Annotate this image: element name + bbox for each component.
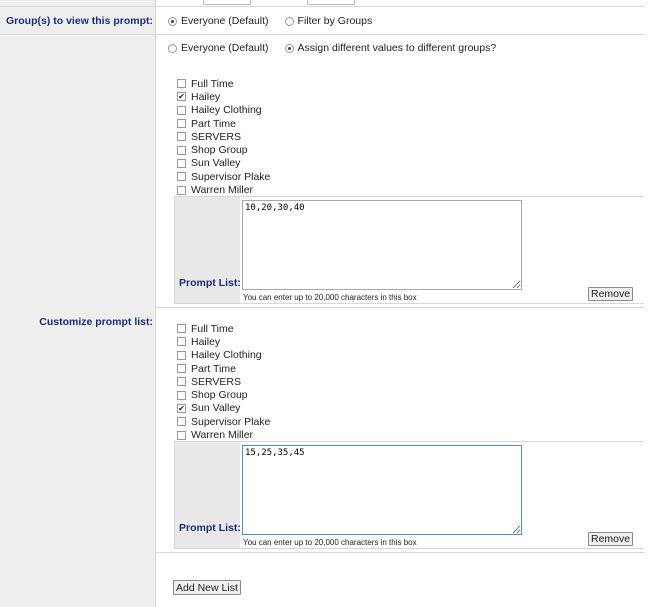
group-option[interactable] xyxy=(177,415,270,428)
remove-button[interactable]: Remove xyxy=(588,287,633,301)
previous-row-field-a[interactable] xyxy=(203,0,251,5)
group-option[interactable] xyxy=(177,104,270,117)
prompt-list-hint: You can enter up to 20,000 characters in this box xyxy=(243,293,417,302)
group-option[interactable] xyxy=(177,349,270,362)
customize-prompt-list-label: Customize prompt list: xyxy=(39,316,153,328)
checkbox[interactable] xyxy=(177,172,186,181)
row-divider xyxy=(0,34,645,35)
prompt-list-panel xyxy=(174,196,644,304)
group-option[interactable] xyxy=(177,388,270,401)
group-option[interactable] xyxy=(177,375,270,388)
group-label: Warren Miller xyxy=(191,184,254,197)
prompt-list-label: Prompt List: xyxy=(179,277,241,289)
group-option[interactable] xyxy=(177,322,270,335)
checkbox[interactable] xyxy=(177,106,186,115)
group-label: Part Time xyxy=(191,362,236,375)
group-option[interactable] xyxy=(177,402,270,415)
view-everyone-label[interactable]: Everyone (Default) xyxy=(181,15,269,27)
assign-different-radio[interactable] xyxy=(285,44,294,53)
group-label: Hailey xyxy=(191,335,221,348)
group-label: Shop Group xyxy=(191,144,248,157)
group-label: Supervisor Plake xyxy=(191,170,271,183)
group-label: Full Time xyxy=(191,77,234,90)
group-label: Hailey xyxy=(191,90,221,103)
list-divider xyxy=(155,552,645,553)
checkbox[interactable] xyxy=(177,146,186,155)
checkbox-checked[interactable]: ✔ xyxy=(178,403,185,413)
checkbox[interactable] xyxy=(177,337,186,346)
assign-everyone-radio[interactable] xyxy=(168,44,177,53)
group-option[interactable] xyxy=(177,362,270,375)
list-divider xyxy=(155,307,645,308)
group-option[interactable] xyxy=(177,130,270,143)
group-option[interactable] xyxy=(177,183,270,196)
row-divider xyxy=(0,6,645,7)
group-label: Shop Group xyxy=(191,389,248,402)
checkbox[interactable] xyxy=(177,132,186,141)
group-label: Warren Miller xyxy=(191,429,254,442)
group-checklist xyxy=(177,322,270,442)
group-label: Full Time xyxy=(191,322,234,335)
checkbox[interactable] xyxy=(177,391,186,400)
view-filter-radio[interactable] xyxy=(285,17,294,26)
assign-different-label[interactable]: Assign different values to different groups? xyxy=(297,42,497,54)
group-label: Part Time xyxy=(191,117,236,130)
checkbox[interactable] xyxy=(177,417,186,426)
group-label: Sun Valley xyxy=(191,157,241,170)
label-column xyxy=(0,0,156,607)
prompt-list-textarea[interactable] xyxy=(242,445,522,535)
checkbox[interactable] xyxy=(177,364,186,373)
group-option[interactable] xyxy=(177,428,270,441)
add-new-list-button[interactable]: Add New List xyxy=(173,580,241,595)
group-option[interactable] xyxy=(177,77,270,90)
group-option[interactable] xyxy=(177,170,270,183)
group-label: Hailey Clothing xyxy=(191,104,262,117)
group-label: Sun Valley xyxy=(191,402,241,415)
checkbox[interactable] xyxy=(177,119,186,128)
group-label: SERVERS xyxy=(191,375,241,388)
group-option[interactable] xyxy=(177,335,270,348)
view-prompt-label: Group(s) to view this prompt: xyxy=(6,15,153,27)
view-filter-label[interactable]: Filter by Groups xyxy=(297,15,373,27)
prompt-list-label: Prompt List: xyxy=(179,522,241,534)
view-everyone-radio[interactable] xyxy=(168,17,177,26)
remove-button[interactable]: Remove xyxy=(588,532,633,546)
checkbox[interactable] xyxy=(177,431,186,440)
previous-row-field-b[interactable] xyxy=(307,0,355,5)
checkbox[interactable] xyxy=(177,79,186,88)
group-option[interactable] xyxy=(177,157,270,170)
group-label: Supervisor Plake xyxy=(191,415,271,428)
group-option[interactable] xyxy=(177,117,270,130)
checkbox[interactable] xyxy=(177,351,186,360)
checkbox[interactable] xyxy=(177,159,186,168)
prompt-list-panel xyxy=(174,441,644,549)
group-checklist xyxy=(177,77,270,197)
checkbox[interactable] xyxy=(177,324,186,333)
checkbox[interactable] xyxy=(177,186,186,195)
checkbox[interactable] xyxy=(177,377,186,386)
prompt-list-textarea[interactable] xyxy=(242,200,522,290)
group-option[interactable] xyxy=(177,90,270,103)
group-option[interactable] xyxy=(177,143,270,156)
prompt-list-hint: You can enter up to 20,000 characters in this box xyxy=(243,538,417,547)
assign-mode-options xyxy=(168,42,508,54)
view-prompt-options xyxy=(168,15,384,27)
group-label: Hailey Clothing xyxy=(191,349,262,362)
assign-everyone-label[interactable]: Everyone (Default) xyxy=(181,42,269,54)
group-label: SERVERS xyxy=(191,130,241,143)
checkbox-checked[interactable]: ✔ xyxy=(178,92,185,102)
